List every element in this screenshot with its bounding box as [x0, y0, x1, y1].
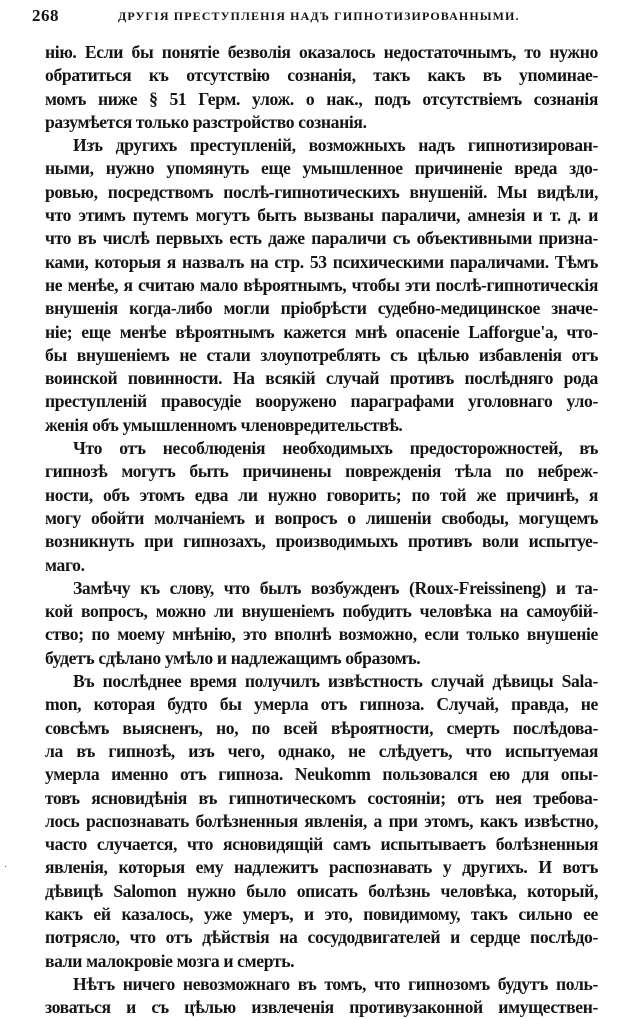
text-line: дѣвицѣ Salomon нужно было описать болѣзнь человѣка, который,: [45, 880, 598, 901]
text-line: часто случается, что ясновидящій самъ испытываетъ болѣзненныя: [45, 834, 598, 855]
text-line: гипнозѣ могутъ быть причинены поврежденія тѣла по небреж-: [45, 461, 598, 482]
text-line: будетъ сдѣлано умѣло и надлежащимъ образомъ.: [45, 647, 421, 668]
text-line: Изъ другихъ преступленій, возможныхъ надъ гипнотизирован-: [73, 135, 598, 156]
text-line: женія объ умышленномъ членовредительствѣ.: [45, 414, 403, 435]
text-line: ности, объ этомъ едва ли нужно говорить; по той же причинѣ, я: [45, 484, 598, 505]
text-line: какъ ей казалось, уже умеръ, и это, повидимому, такъ сильно ее: [45, 903, 598, 924]
text-line: ровью, посредствомъ послѣ-гипнотическихъ внушеній. Мы видѣли,: [45, 181, 598, 202]
page-number: 268: [32, 6, 59, 25]
text-line: момъ ниже § 51 Герм. улож. о нак., подъ отсутствіемъ сознанія: [45, 88, 598, 109]
text-line: совсѣмъ выясненъ, но, по всей вѣроятности, смерть послѣдова-: [45, 717, 598, 738]
text-line: mon, которая будто бы умерла отъ гипноза. Случай, правда, не: [45, 694, 598, 715]
text-line: ніе; еще менѣе вѣроятнымъ кажется мнѣ опасеніе Lafforgue'а, что-: [45, 321, 598, 342]
text-line: зоваться и съ цѣлью извлеченія противузаконной имуществен-: [45, 997, 598, 1018]
text-line: внушенія когда-либо могли пріобрѣсти судебно-медицинское значе-: [45, 298, 598, 319]
text-line: не менѣе, я считаю мало вѣроятнымъ, чтобы эти послѣ-гипнотическія: [45, 274, 598, 295]
body-text: [45, 41, 598, 1019]
text-line: явленія, которыя ему надлежитъ распознавать у другихъ. И вотъ: [45, 857, 598, 878]
text-line: вали малокровіе мозга и смерть.: [45, 950, 295, 971]
running-head: ДРУГІЯ ПРЕСТУПЛЕНІЯ НАДЪ ГИПНОТИЗИРОВАННЫМИ.: [118, 9, 520, 23]
text-line: ство; по моему мнѣнію, это вполнѣ возможно, если только внушеніе: [45, 624, 598, 645]
text-line: преступленій правосудіе вооружено параграфами уголовнаго уло-: [45, 391, 598, 412]
text-line: что въ числѣ первыхъ есть даже параличи съ объективными призна-: [45, 228, 598, 249]
text-line: возникнуть при гипнозахъ, производимыхъ противъ воли испытуе-: [45, 531, 598, 552]
text-line: Что отъ несоблюденія необходимыхъ предосторожностей, въ: [73, 438, 598, 459]
text-line: Замѣчу къ слову, что былъ возбужденъ (Roux-Freissineng) и та-: [73, 577, 598, 598]
text-line: обратиться къ отсутствію сознанія, такъ какъ въ упоминае-: [45, 65, 598, 86]
text-line: умерла именно отъ гипноза. Neukomm пользовался ею для опы-: [45, 764, 598, 785]
text-line: маго.: [45, 554, 85, 575]
text-line: кой вопросъ, можно ли внушеніемъ побудить человѣка на самоубій-: [45, 601, 598, 622]
text-line: нію. Если бы понятіе безволія оказалось недостаточнымъ, то нужно: [45, 42, 598, 62]
text-line: что этимъ путемъ могутъ быть вызваны параличи, амнезія и т. д. и: [45, 205, 598, 226]
text-line: Нѣтъ ничего невозможнаго въ томъ, что гипнозомъ будутъ поль-: [73, 973, 598, 994]
page-header: [32, 6, 616, 28]
margin-speck: ·: [4, 862, 8, 873]
text-line: бы внушеніемъ не стали злоупотреблять съ цѣлью избавленія отъ: [45, 344, 598, 365]
text-line: могу обойти молчаніемъ и вопросъ о лишеніи свободы, могущемъ: [45, 507, 598, 528]
text-line: товъ ясновидѣнія въ гипнотическомъ состояніи; отъ нея требова-: [45, 787, 598, 808]
text-line: ла въ гипнозѣ, изъ чего, однако, не слѣдуетъ, что испытуемая: [45, 740, 598, 761]
text-line: ками, которыя я назвалъ на стр. 53 психическими параличами. Тѣмъ: [45, 251, 598, 272]
text-line: потрясло, что отъ дѣйствія на сосудодвигателей и сердце послѣдо-: [45, 927, 598, 948]
text-line: Въ послѣднее время получилъ извѣстность случай дѣвицы Sala-: [73, 671, 598, 692]
text-line: ными, нужно упомянуть еще умышленное причиненіе вреда здо-: [45, 158, 598, 179]
text-line: воинской повинности. На всякій случай противъ послѣдняго рода: [45, 368, 598, 389]
text-line: лось распознавать болѣзненныя явленія, а при этомъ, какъ извѣстно,: [45, 810, 598, 831]
text-line: разумѣется только разстройство сознанія.: [45, 111, 367, 132]
